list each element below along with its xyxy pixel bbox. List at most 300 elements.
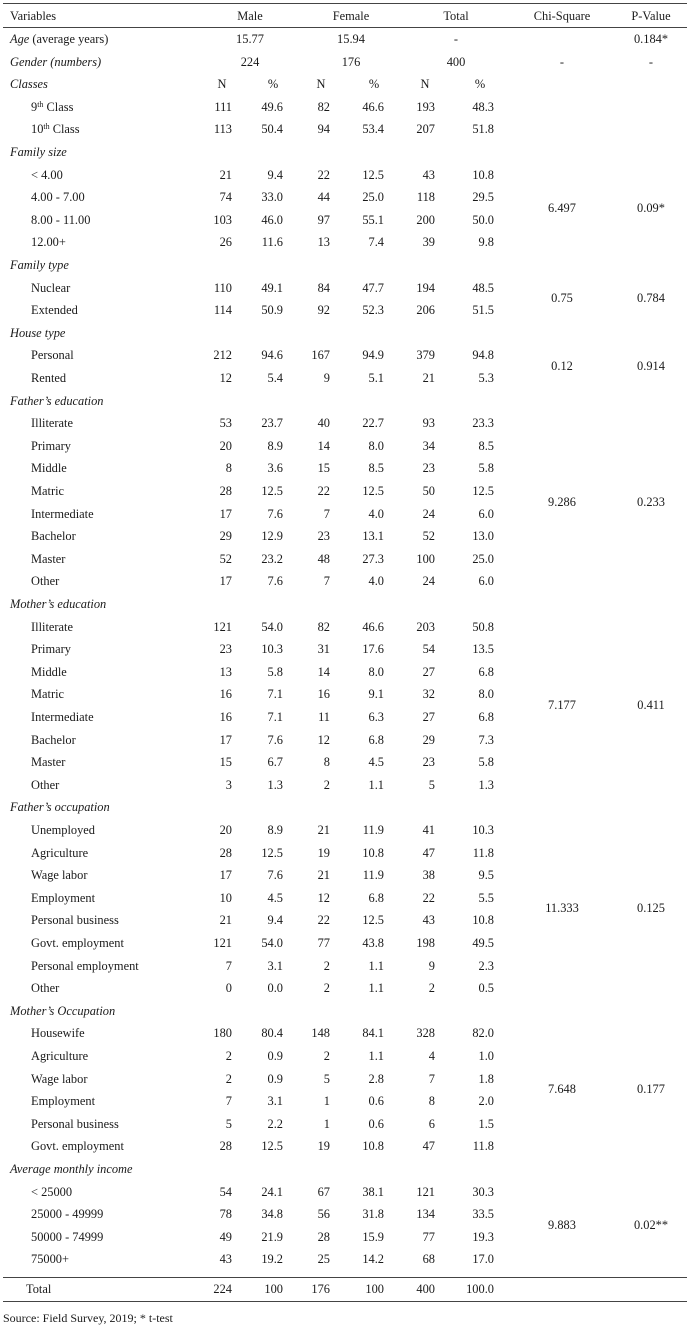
table-row <box>0 366 690 389</box>
cell-female-n: 48 <box>317 551 330 566</box>
cell-male-n: 16 <box>219 710 232 724</box>
cell-male-n: 7 <box>225 958 232 973</box>
cell-total-pct: 10.8 <box>472 913 494 928</box>
table-row <box>0 95 690 118</box>
section-title-row <box>0 795 690 818</box>
cell-male-n: 23 <box>219 642 232 657</box>
cell-total-n: 22 <box>422 890 435 905</box>
row-label-text: Other <box>31 981 60 996</box>
cell-male-n: 3 <box>225 777 232 792</box>
cell-total-pct: 5.3 <box>478 371 494 385</box>
row-label <box>31 1229 103 1245</box>
cell-total-n: 54 <box>422 642 435 657</box>
cell-total-n: 47 <box>422 845 435 860</box>
cell-female-n: 22 <box>317 167 330 182</box>
cell-female-pct: 6.8 <box>368 890 384 905</box>
cell-female-n: 22 <box>317 484 330 498</box>
cell-male-n: 54 <box>219 1184 232 1199</box>
cell-total-n: 4 <box>428 1049 435 1063</box>
cell-male-n: 52 <box>219 551 232 566</box>
p-value: 0.02** <box>633 1217 669 1232</box>
cell-total-n: 43 <box>422 167 435 182</box>
cell-male-pct: 19.2 <box>261 1252 283 1267</box>
cell-total-n: 50 <box>422 484 435 498</box>
gender-male: 224 <box>240 54 260 69</box>
cell-total-pct: 13.0 <box>472 529 494 544</box>
cell-total-n: 93 <box>422 416 435 431</box>
row-label <box>31 890 95 906</box>
row-label-text: Extended <box>31 303 78 318</box>
section-title-row <box>0 999 690 1022</box>
p-value: 0.914 <box>637 359 665 373</box>
cell-female-n: 5 <box>323 1071 330 1086</box>
row-label-text: Illiterate <box>31 619 73 634</box>
cell-total-n: 27 <box>422 710 435 724</box>
row-label <box>31 912 119 928</box>
row-label-text: Govt. employment <box>31 936 124 950</box>
cell-male-pct: 94.6 <box>261 348 283 363</box>
cell-male-pct: 6.7 <box>267 755 283 770</box>
cell-female-n: 9 <box>323 371 330 385</box>
cell-total-n: 5 <box>428 777 435 792</box>
cell-total-n: 34 <box>422 438 435 453</box>
row-label-text: Govt. employment <box>31 1139 124 1154</box>
cell-male-pct: 50.9 <box>261 303 283 318</box>
cell-total-n: 21 <box>422 371 435 385</box>
row-label <box>31 732 76 748</box>
cell-female-n: 16 <box>317 687 330 702</box>
p-value: 0.177 <box>637 1082 665 1097</box>
row-label <box>31 1116 119 1132</box>
table-row <box>0 1067 690 1090</box>
section-title: Family type <box>10 258 69 272</box>
cell-female-pct: 55.1 <box>362 212 384 227</box>
cell-female-pct: 12.5 <box>362 913 384 928</box>
row-label-text: 4.00 - 7.00 <box>31 190 85 205</box>
cell-total-pct: 1.5 <box>478 1116 494 1131</box>
row-label <box>31 709 94 725</box>
cell-female-n: 28 <box>317 1229 330 1244</box>
p-value: 0.411 <box>637 698 665 712</box>
cell-male-n: 26 <box>219 235 232 250</box>
cell-male-n: 20 <box>219 823 232 837</box>
cell-female-pct: 12.5 <box>362 484 384 498</box>
row-label-text: Personal employment <box>31 958 139 973</box>
cell-total-pct: 8.5 <box>478 438 494 453</box>
cell-female-pct: 11.9 <box>362 868 384 883</box>
cell-female-n: 7 <box>323 506 330 521</box>
cell-male-n: 0 <box>225 981 232 996</box>
row-label <box>31 167 63 183</box>
cell-male-n: 2 <box>225 1071 232 1086</box>
cell-male-n: 21 <box>219 913 232 928</box>
cell-female-pct: 22.7 <box>362 416 384 431</box>
cell-female-pct: 12.5 <box>362 167 384 182</box>
cell-male-pct: 80.4 <box>261 1026 283 1041</box>
cell-male-n: 53 <box>219 416 232 431</box>
table-row <box>0 750 690 773</box>
cell-total-pct: 6.0 <box>478 574 494 589</box>
cell-total-n: 41 <box>422 823 435 837</box>
cell-male-pct: 33.0 <box>261 190 283 205</box>
row-label-text: Rented <box>31 371 67 385</box>
gender-female: 176 <box>341 54 361 69</box>
chi-square-value: 9.883 <box>548 1217 576 1232</box>
table-row <box>0 660 690 683</box>
cell-total-pct: 82.0 <box>472 1026 494 1041</box>
cell-female-n: 82 <box>317 99 330 114</box>
section-title-row <box>0 592 690 615</box>
cell-male-n: 114 <box>213 303 232 318</box>
cell-female-pct: 8.0 <box>368 664 384 679</box>
cell-total-pct: 25.0 <box>472 551 494 566</box>
cell-total-pct: 6.0 <box>478 506 494 521</box>
table-row <box>0 569 690 592</box>
cell-female-pct: 7.4 <box>368 235 384 250</box>
cell-female-n: 92 <box>317 303 330 318</box>
row-label-text: Master <box>31 755 66 770</box>
gender-total: 400 <box>446 54 466 69</box>
cell-total-n: 2 <box>428 981 435 996</box>
section-title-row <box>0 140 690 163</box>
cell-female-pct: 13.1 <box>362 529 384 544</box>
table-row <box>0 298 690 321</box>
header-total: Total <box>443 9 469 23</box>
cell-total-pct: 6.8 <box>478 664 494 679</box>
row-label <box>31 438 71 454</box>
cell-female-n: 19 <box>317 845 330 860</box>
cell-male-pct: 34.8 <box>261 1207 283 1222</box>
cell-male-n: 5 <box>225 1116 232 1131</box>
table-row <box>0 502 690 525</box>
cell-female-n: 2 <box>323 777 330 792</box>
header-variables: Variables <box>10 9 57 23</box>
cell-total-pct: 6.8 <box>478 710 494 724</box>
chi-square-value: 6.497 <box>548 200 576 215</box>
cell-male-pct: 0.9 <box>267 1071 283 1086</box>
cell-male-n: 13 <box>219 664 232 679</box>
cell-male-n: 8 <box>225 461 232 476</box>
cell-male-n: 20 <box>219 438 232 453</box>
cell-male-pct: 49.1 <box>261 280 283 295</box>
cell-male-pct: 3.6 <box>267 461 283 476</box>
chi-square-value: 9.286 <box>548 494 576 509</box>
cell-male-pct: 5.4 <box>267 371 283 385</box>
cell-female-pct: 0.6 <box>368 1116 384 1131</box>
table-row <box>0 886 690 909</box>
table-row <box>0 841 690 864</box>
total-label: Total <box>26 1282 52 1296</box>
cell-male-pct: 8.9 <box>267 823 283 837</box>
row-label-text: Other <box>31 574 60 589</box>
cell-female-pct: 0.6 <box>368 1094 384 1109</box>
cell-male-n: 12 <box>219 371 232 385</box>
cell-male-pct: 10.3 <box>261 642 283 657</box>
age-total: - <box>453 32 459 46</box>
row-label <box>31 347 74 363</box>
cell-total-n: 27 <box>422 664 435 679</box>
cell-total-n: 23 <box>422 755 435 770</box>
cell-total-n: 39 <box>422 235 435 250</box>
table-row <box>0 818 690 841</box>
row-label <box>31 619 73 635</box>
cell-female-pct: 25.0 <box>362 190 384 205</box>
cell-male-pct: 54.0 <box>261 936 283 950</box>
row-label <box>31 189 85 205</box>
row-label-text: 25000 - 49999 <box>31 1207 104 1222</box>
cell-male-n: 49 <box>219 1229 232 1244</box>
cell-total-pct: 1.3 <box>478 777 494 792</box>
cell-total-pct: 48.5 <box>472 280 494 295</box>
cell-female-pct: 1.1 <box>368 981 384 996</box>
cell-female-pct: 1.1 <box>368 1049 384 1063</box>
row-label-sup: th <box>37 99 44 109</box>
table-row <box>0 1044 690 1067</box>
age-female: 15.94 <box>337 32 365 46</box>
cell-total-pct: 5.5 <box>478 890 494 905</box>
row-label <box>31 121 80 139</box>
cell-total-n: 100 <box>416 551 435 566</box>
row-label-text: < 4.00 <box>31 167 63 182</box>
table-row <box>0 773 690 796</box>
row-label-text: Housewife <box>31 1026 85 1041</box>
gender-label: Gender (numbers) <box>10 54 102 69</box>
cell-female-n: 44 <box>317 190 330 205</box>
table-row <box>0 547 690 570</box>
table-row <box>0 615 690 638</box>
cell-total-n: 200 <box>416 212 435 227</box>
cell-female-n: 21 <box>317 868 330 883</box>
total-total-pct: 100.0 <box>466 1282 494 1296</box>
row-label-text: 9 <box>31 99 38 114</box>
cell-female-pct: 9.1 <box>368 687 384 702</box>
row-label <box>31 980 59 996</box>
cell-total-pct: 9.8 <box>478 235 494 250</box>
cell-male-pct: 50.4 <box>261 122 283 137</box>
section-title-row <box>0 389 690 412</box>
cell-total-n: 7 <box>428 1071 435 1086</box>
table-row <box>0 411 690 434</box>
cell-female-n: 21 <box>317 823 330 837</box>
cell-total-pct: 5.8 <box>478 461 494 476</box>
table-row <box>0 163 690 186</box>
cell-male-n: 17 <box>219 868 232 883</box>
cell-female-n: 25 <box>317 1252 330 1267</box>
cell-male-pct: 7.6 <box>267 506 283 521</box>
cell-male-pct: 12.9 <box>261 529 283 544</box>
table-row <box>0 931 690 954</box>
cell-female-pct: 84.1 <box>362 1026 384 1041</box>
cell-total-pct: 94.8 <box>472 348 494 363</box>
row-label <box>31 370 66 386</box>
cell-male-n: 110 <box>213 280 232 295</box>
row-label <box>31 415 73 431</box>
table-row <box>0 479 690 502</box>
row-label-text: Other <box>31 777 60 792</box>
table-row <box>0 1021 690 1044</box>
cell-male-pct: 7.1 <box>267 687 283 702</box>
cell-male-n: 17 <box>219 506 232 521</box>
cell-female-pct: 17.6 <box>362 642 384 657</box>
gender-chi-square: - <box>559 54 565 69</box>
cell-male-pct: 21.9 <box>261 1229 283 1244</box>
table-row <box>0 682 690 705</box>
cell-male-pct: 5.8 <box>267 664 283 679</box>
row-label <box>31 573 59 589</box>
cell-male-pct: 3.1 <box>267 1094 283 1109</box>
row-label <box>31 302 78 318</box>
cell-male-n: 103 <box>213 212 232 227</box>
column-head-female-pct: % <box>368 77 380 92</box>
cell-total-n: 207 <box>416 122 435 137</box>
cell-female-n: 56 <box>317 1207 330 1222</box>
table-row <box>0 1112 690 1135</box>
cell-male-pct: 2.2 <box>267 1116 283 1131</box>
row-label-text: 8.00 - 11.00 <box>31 212 91 227</box>
cell-female-pct: 46.6 <box>362 99 384 114</box>
cell-female-pct: 27.3 <box>362 551 384 566</box>
cell-female-n: 167 <box>311 348 330 363</box>
row-label <box>31 686 64 702</box>
cell-total-n: 77 <box>422 1229 435 1244</box>
cell-female-n: 13 <box>317 235 330 250</box>
cell-male-n: 78 <box>219 1207 232 1222</box>
cell-male-n: 7 <box>225 1094 232 1109</box>
table-row <box>0 434 690 457</box>
cell-female-n: 1 <box>323 1116 330 1131</box>
age-label: Age (average years) <box>10 32 109 46</box>
chi-square-value: 7.177 <box>548 698 576 712</box>
header-female: Female <box>332 9 370 23</box>
cell-female-n: 2 <box>323 958 330 973</box>
row-label-text: 50000 - 74999 <box>31 1229 104 1244</box>
cell-total-pct: 23.3 <box>472 416 494 431</box>
cell-female-pct: 8.5 <box>368 461 384 476</box>
section-title-row <box>0 72 690 95</box>
row-label-text: 75000+ <box>31 1252 69 1267</box>
cell-female-pct: 6.8 <box>368 732 384 747</box>
cell-male-n: 2 <box>225 1049 232 1063</box>
table-row <box>0 1180 690 1203</box>
cell-male-n: 15 <box>219 755 232 770</box>
total-male-n: 224 <box>213 1282 232 1296</box>
cell-male-n: 113 <box>213 122 232 137</box>
cell-total-pct: 49.5 <box>472 936 494 950</box>
row-label-text: < 25000 <box>31 1184 73 1199</box>
cell-total-n: 43 <box>422 913 435 928</box>
row-label <box>31 1071 87 1087</box>
row-label-text: Personal business <box>31 1116 119 1131</box>
cell-male-pct: 0.0 <box>267 981 283 996</box>
cell-total-pct: 8.0 <box>478 687 494 702</box>
row-label-sup: th <box>43 122 50 132</box>
table-row <box>0 637 690 660</box>
cell-female-pct: 38.1 <box>362 1184 384 1199</box>
cell-female-pct: 1.1 <box>368 958 384 973</box>
row-label <box>31 1138 124 1154</box>
cell-female-pct: 8.0 <box>368 438 384 453</box>
cell-female-n: 12 <box>317 732 330 747</box>
column-head-male-pct: % <box>267 77 279 92</box>
row-label-text: Wage labor <box>31 868 88 883</box>
row-label <box>31 483 64 499</box>
cell-male-n: 180 <box>213 1026 232 1041</box>
cell-female-pct: 11.9 <box>362 823 384 837</box>
header-row <box>0 4 690 27</box>
cell-total-n: 24 <box>422 574 435 589</box>
cell-total-n: 379 <box>416 348 435 363</box>
cell-total-n: 38 <box>422 868 435 883</box>
row-label <box>31 935 124 951</box>
cell-total-n: 328 <box>416 1026 435 1041</box>
cell-total-n: 47 <box>422 1139 435 1154</box>
cell-male-n: 111 <box>214 99 232 114</box>
bottom-rule <box>3 1301 687 1302</box>
section-title-row <box>0 253 690 276</box>
row-label-text: Intermediate <box>31 506 94 521</box>
row-label <box>31 1251 69 1267</box>
gender-p-value: - <box>648 54 654 69</box>
row-label <box>31 777 59 793</box>
row-label <box>31 528 76 544</box>
cell-total-n: 8 <box>428 1094 435 1109</box>
cell-male-pct: 7.6 <box>267 574 283 589</box>
cell-male-n: 212 <box>213 348 232 363</box>
cell-total-pct: 11.8 <box>472 1139 494 1154</box>
row-label-text: Primary <box>31 438 71 453</box>
cell-female-n: 67 <box>317 1184 330 1199</box>
cell-female-n: 23 <box>317 529 330 544</box>
chi-square-value: 0.75 <box>551 291 573 306</box>
cell-female-pct: 52.3 <box>362 303 384 318</box>
row-label <box>31 212 90 228</box>
cell-male-pct: 12.5 <box>261 845 283 860</box>
row-label-text: Bachelor <box>31 732 76 747</box>
cell-male-pct: 9.4 <box>267 167 283 182</box>
cell-male-pct: 11.6 <box>261 235 283 250</box>
cell-total-pct: 10.3 <box>472 823 494 837</box>
age-p-value: 0.184* <box>633 32 669 46</box>
cell-male-pct: 9.4 <box>267 913 283 928</box>
total-male-pct: 100 <box>264 1282 283 1296</box>
table-row <box>0 276 690 299</box>
row-label-text: Employment <box>31 1094 96 1109</box>
cell-total-n: 134 <box>416 1207 435 1222</box>
row-label-text: Primary <box>31 642 71 657</box>
cell-female-pct: 4.0 <box>368 506 384 521</box>
cell-total-pct: 1.8 <box>478 1071 494 1086</box>
cell-female-pct: 43.8 <box>362 936 384 950</box>
row-label-text: Matric <box>31 687 65 702</box>
cell-total-pct: 19.3 <box>472 1229 494 1244</box>
section-title: Father’s occupation <box>10 800 110 815</box>
row-label <box>31 280 70 296</box>
section-title-row <box>0 321 690 344</box>
cell-total-n: 206 <box>416 303 435 318</box>
chi-square-value: 11.333 <box>545 901 579 916</box>
cell-male-pct: 7.1 <box>267 710 283 724</box>
table-row <box>0 728 690 751</box>
row-label-text: Personal <box>31 348 74 363</box>
chi-square-value: 7.648 <box>548 1082 576 1097</box>
row-label <box>31 867 87 883</box>
cell-female-pct: 1.1 <box>368 777 384 792</box>
row-label <box>31 234 66 250</box>
cell-female-pct: 4.5 <box>368 755 384 770</box>
row-label-text: Personal business <box>31 913 119 928</box>
row-label <box>31 506 94 522</box>
cell-total-n: 121 <box>416 1184 435 1199</box>
